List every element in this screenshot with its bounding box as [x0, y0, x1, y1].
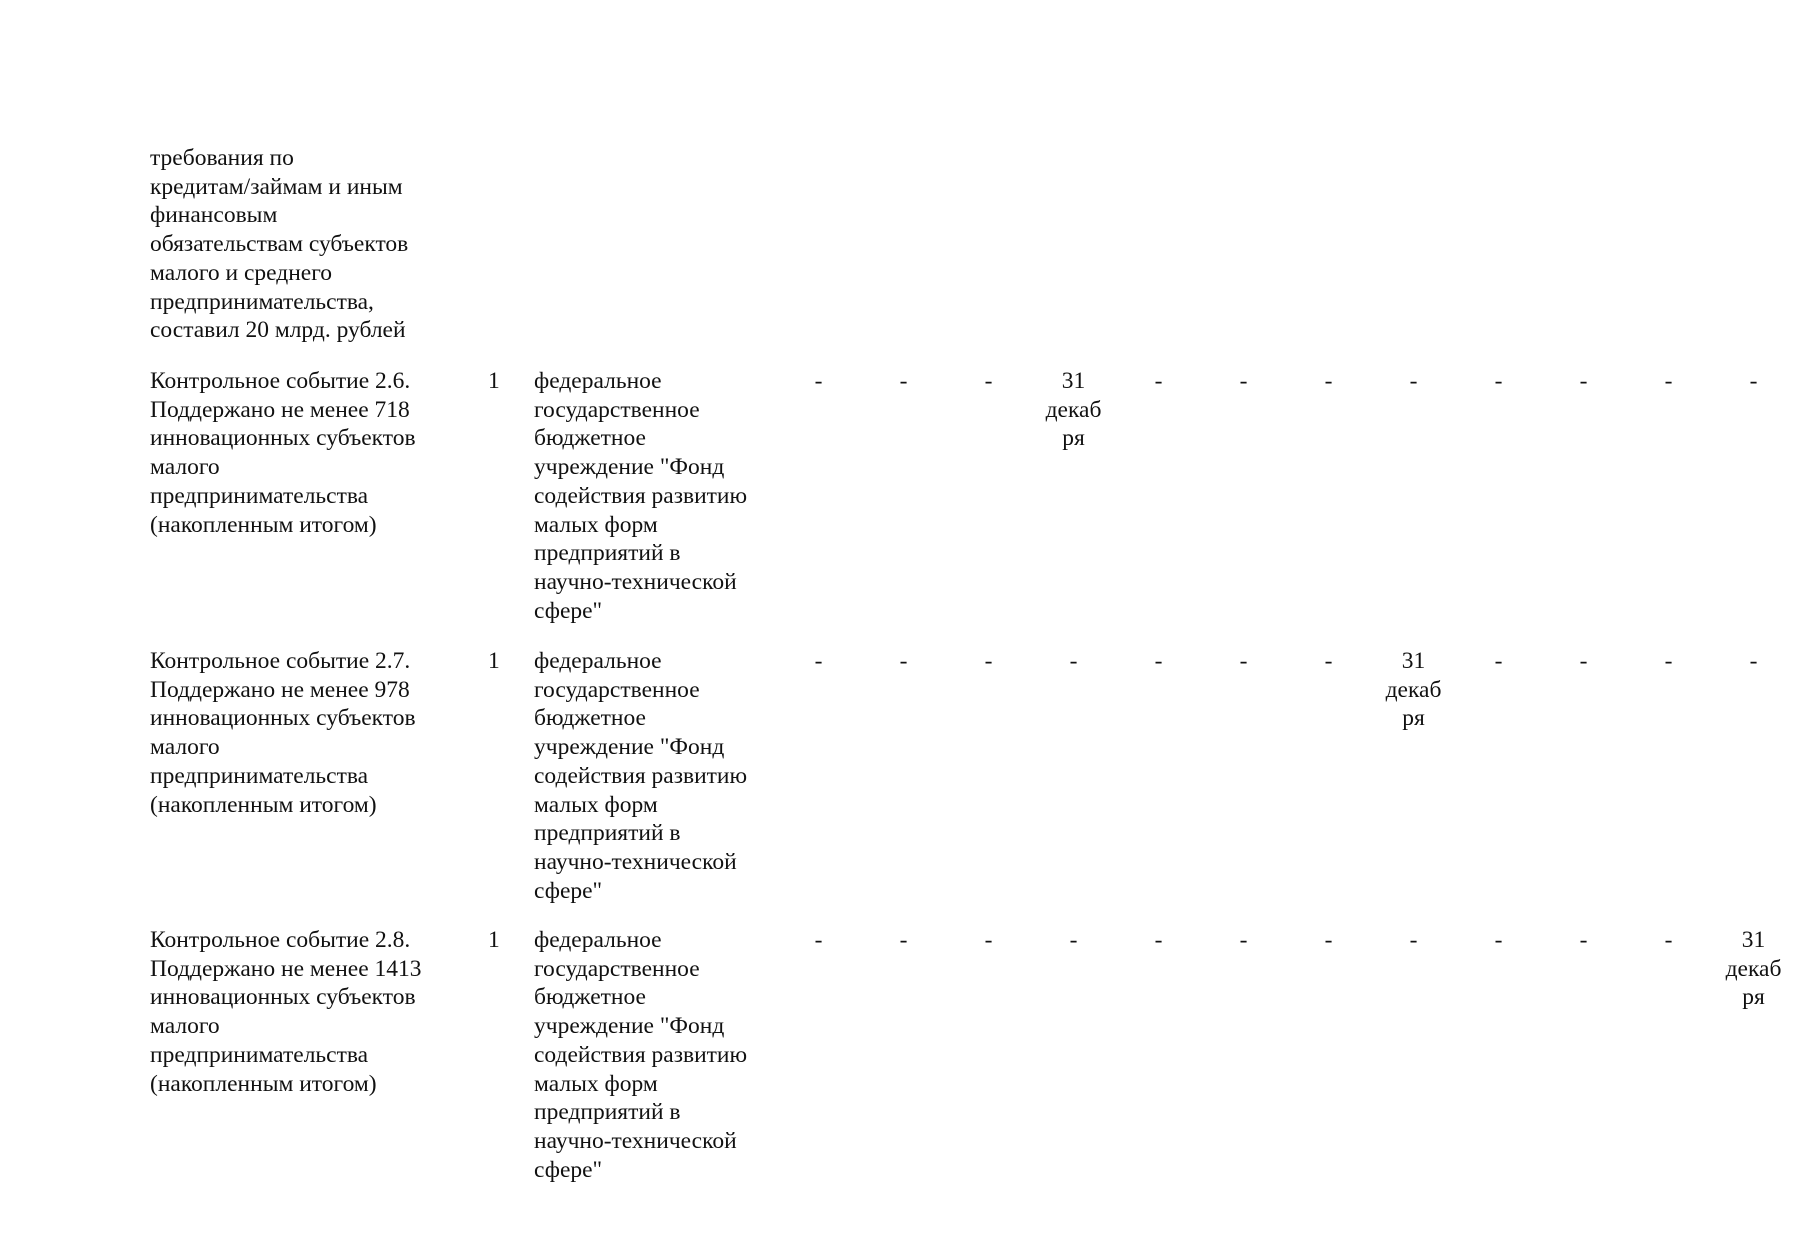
date-cell — [1541, 926, 1626, 955]
cell-text-line: учреждение "Фонд — [534, 734, 725, 761]
cell-text-line: требования по — [150, 145, 294, 171]
cell-text-line: научно-технической — [534, 848, 737, 875]
cell-text-line: (накопленным итогом) — [150, 791, 377, 818]
cell-text-line: сфере" — [534, 597, 603, 624]
date-cell — [1456, 367, 1541, 396]
cell-text-line: малых форм — [534, 1070, 658, 1097]
cell-text-line: сфере" — [534, 1156, 603, 1183]
cell-text-line: (накопленным итогом) — [150, 1070, 377, 1097]
cell-text-line: учреждение "Фонд — [534, 1013, 725, 1040]
cell-text-line: - — [899, 927, 908, 953]
cell-text-line: - — [814, 648, 823, 674]
executor-cell — [534, 367, 776, 625]
date-cell — [1286, 367, 1371, 396]
cell-text-line: малых форм — [534, 511, 658, 538]
date-cell — [946, 926, 1031, 955]
cell-text-line: ря — [1402, 705, 1425, 732]
date-cell — [861, 647, 946, 676]
cell-text-line: Поддержано не менее 1413 — [150, 955, 422, 982]
cell-text-line: бюджетное — [534, 984, 646, 1011]
date-cell — [1371, 926, 1456, 955]
number-cell: 1 — [488, 368, 500, 394]
cell-text-line: предприятий в — [534, 1099, 681, 1126]
date-cell — [1201, 926, 1286, 955]
date-cell — [1371, 647, 1456, 733]
number-cell: 1 — [488, 927, 500, 953]
date-cell — [1116, 926, 1201, 955]
cell-text-line: содействия развитию — [534, 762, 748, 789]
cell-text-line: малого и среднего — [150, 259, 333, 286]
cell-text-line: - — [984, 648, 993, 674]
cell-text-line: сфере" — [534, 877, 603, 904]
date-cell — [1201, 367, 1286, 396]
date-cell — [1456, 647, 1541, 676]
cell-text-line: федеральное — [534, 368, 662, 394]
cell-text-line: - — [1409, 927, 1418, 953]
cell-text-line: Поддержано не менее 718 — [150, 396, 410, 423]
date-cell — [1711, 647, 1796, 676]
cell-text-line: - — [1749, 648, 1758, 674]
cell-text-line: - — [1579, 648, 1588, 674]
cell-text-line: финансовым — [150, 202, 278, 229]
cell-text-line: малого — [150, 454, 220, 481]
date-cell — [1711, 926, 1796, 1012]
cell-text-line: государственное — [534, 396, 700, 423]
cell-text-line: 31 — [1401, 648, 1426, 674]
cell-text-line: государственное — [534, 955, 700, 982]
cell-text-line: Поддержано не менее 978 — [150, 676, 410, 703]
cell-text-line: федеральное — [534, 927, 662, 953]
cell-text-line: - — [814, 368, 823, 394]
executor-cell — [534, 926, 776, 1184]
date-cell — [1201, 647, 1286, 676]
event-name-cell — [150, 647, 480, 819]
cell-text-line: - — [1579, 368, 1588, 394]
cell-text-line: - — [899, 648, 908, 674]
date-cell — [1286, 647, 1371, 676]
cell-text-line: - — [1749, 368, 1758, 394]
cell-text-line: - — [1664, 648, 1673, 674]
cell-text-line: - — [899, 368, 908, 394]
cell-text-line: - — [1664, 927, 1673, 953]
date-cell — [1626, 647, 1711, 676]
cell-text-line: Контрольное событие 2.7. — [150, 648, 411, 674]
cell-text-line: - — [1154, 368, 1163, 394]
event-name-cell — [150, 367, 480, 539]
event-name-cell — [150, 144, 480, 345]
cell-text-line: - — [1154, 648, 1163, 674]
date-cell — [1626, 367, 1711, 396]
cell-text-line: учреждение "Фонд — [534, 454, 725, 481]
cell-text-line: инновационных субъектов — [150, 984, 416, 1011]
date-cell — [1541, 647, 1626, 676]
cell-text-line: (накопленным итогом) — [150, 511, 377, 538]
cell-text-line: научно-технической — [534, 1127, 737, 1154]
cell-text-line: инновационных субъектов — [150, 425, 416, 452]
cell-text-line: бюджетное — [534, 425, 646, 452]
cell-text-line: - — [1239, 368, 1248, 394]
cell-text-line: 31 — [1741, 927, 1766, 953]
cell-text-line: инновационных субъектов — [150, 705, 416, 732]
date-cell — [1116, 647, 1201, 676]
cell-text-line: содействия развитию — [534, 1041, 748, 1068]
cell-text-line: ря — [1742, 984, 1765, 1011]
cell-text-line: малых форм — [534, 791, 658, 818]
cell-text-line: - — [1069, 927, 1078, 953]
cell-text-line: - — [1324, 927, 1333, 953]
cell-text-line: предпринимательства, — [150, 288, 374, 315]
cell-text-line: - — [1494, 927, 1503, 953]
cell-text-line: - — [1154, 927, 1163, 953]
date-cell — [1456, 926, 1541, 955]
cell-text-line: Контрольное событие 2.6. — [150, 368, 411, 394]
cell-text-line: предприятий в — [534, 540, 681, 567]
cell-text-line: содействия развитию — [534, 482, 748, 509]
number-cell: 1 — [488, 648, 500, 674]
date-cell — [1626, 926, 1711, 955]
cell-text-line: ря — [1062, 425, 1085, 452]
cell-text-line: малого — [150, 1013, 220, 1040]
date-cell — [776, 926, 861, 955]
cell-text-line: декаб — [1725, 955, 1782, 982]
cell-text-line: декаб — [1045, 396, 1102, 423]
date-cell — [861, 926, 946, 955]
cell-text-line: обязательствам субъектов — [150, 231, 409, 258]
date-cell — [1371, 367, 1456, 396]
cell-text-line: - — [1664, 368, 1673, 394]
cell-text-line: составил 20 млрд. рублей — [150, 317, 406, 344]
cell-text-line: государственное — [534, 676, 700, 703]
cell-text-line: - — [1494, 648, 1503, 674]
cell-text-line: - — [984, 927, 993, 953]
cell-text-line: кредитам/займам и иным — [150, 173, 403, 200]
cell-text-line: - — [1239, 927, 1248, 953]
date-cell — [776, 647, 861, 676]
cell-text-line: - — [1239, 648, 1248, 674]
cell-text-line: предпринимательства — [150, 762, 369, 789]
cell-text-line: - — [1324, 368, 1333, 394]
date-cell — [946, 367, 1031, 396]
date-cell — [1116, 367, 1201, 396]
date-cell — [861, 367, 946, 396]
cell-text-line: бюджетное — [534, 705, 646, 732]
date-cell — [1031, 926, 1116, 955]
date-cell — [1711, 367, 1796, 396]
event-name-cell — [150, 926, 480, 1098]
executor-cell — [534, 647, 776, 905]
cell-text-line: - — [1324, 648, 1333, 674]
date-cell — [1541, 367, 1626, 396]
cell-text-line: декаб — [1385, 676, 1442, 703]
cell-text-line: предпринимательства — [150, 482, 369, 509]
cell-text-line: 31 — [1061, 368, 1086, 394]
cell-text-line: - — [814, 927, 823, 953]
cell-text-line: Контрольное событие 2.8. — [150, 927, 411, 953]
cell-text-line: - — [1579, 927, 1588, 953]
cell-text-line: малого — [150, 734, 220, 761]
date-cell — [1031, 367, 1116, 453]
cell-text-line: предпринимательства — [150, 1041, 369, 1068]
cell-text-line: федеральное — [534, 648, 662, 674]
date-cell — [1031, 647, 1116, 676]
date-cell — [946, 647, 1031, 676]
cell-text-line: - — [1409, 368, 1418, 394]
cell-text-line: - — [1494, 368, 1503, 394]
cell-text-line: предприятий в — [534, 820, 681, 847]
cell-text-line: - — [984, 368, 993, 394]
date-cell — [1286, 926, 1371, 955]
date-cell — [776, 367, 861, 396]
cell-text-line: научно-технической — [534, 568, 737, 595]
cell-text-line: - — [1069, 648, 1078, 674]
